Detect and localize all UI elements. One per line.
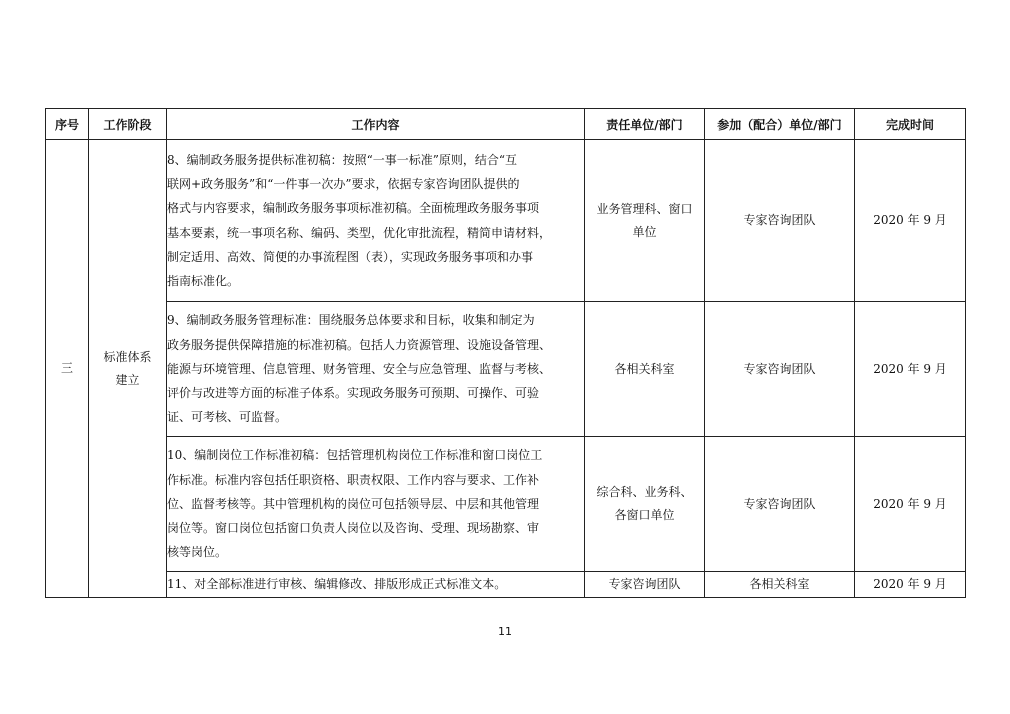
content-cell bbox=[167, 572, 585, 598]
header-stage: 工作阶段 bbox=[89, 109, 167, 140]
content-line: 制定适用、高效、简便的办事流程图（表），实现政务服务事项和办事 bbox=[167, 249, 534, 264]
header-deadline: 完成时间 bbox=[855, 109, 966, 140]
content-line: 岗位等。窗口岗位包括窗口负责人岗位以及咨询、受理、现场勘察、审 bbox=[167, 521, 540, 536]
deadline-cell: 2020 年 9 月 bbox=[855, 572, 966, 598]
content-cell bbox=[167, 437, 585, 572]
page-number: 11 bbox=[498, 625, 512, 638]
content-line: 能源与环境管理、信息管理、财务管理、安全与应急管理、监督与考核、 bbox=[167, 361, 552, 376]
header-row bbox=[46, 109, 966, 140]
content-cell bbox=[167, 140, 585, 302]
table-row bbox=[46, 572, 966, 598]
content-line: 核等岗位。 bbox=[167, 545, 228, 560]
content-line: 评价与改进等方面的标准子体系。实现政务服务可预期、可操作、可验 bbox=[167, 386, 540, 401]
content-cell bbox=[167, 302, 585, 437]
responsible-line: 各相关科室 bbox=[614, 361, 675, 376]
content-line: 基本要素，统一事项名称、编码、类型，优化审批流程，精简申请材料， bbox=[167, 225, 552, 240]
header-seq: 序号 bbox=[46, 109, 89, 140]
deadline-cell: 2020 年 9 月 bbox=[855, 437, 966, 572]
header-content: 工作内容 bbox=[167, 109, 585, 140]
content-line: 政务服务提供保障措施的标准初稿。包括人力资源管理、设施设备管理、 bbox=[167, 337, 552, 352]
content-line: 指南标准化。 bbox=[167, 274, 240, 289]
content-line: 联网+政务服务”和“一件事一次办”要求，依据专家咨询团队提供的 bbox=[167, 176, 520, 191]
stage-line: 标准体系 bbox=[103, 349, 152, 364]
content-line: 9、编制政务服务管理标准：围绕服务总体要求和目标，收集和制定为 bbox=[167, 313, 535, 328]
work-plan-table bbox=[45, 108, 966, 598]
responsible-line: 专家咨询团队 bbox=[608, 577, 681, 591]
content-line: 作标准。标准内容包括任职资格、职责权限、工作内容与要求、工作补 bbox=[167, 472, 540, 487]
cooperating-cell: 专家咨询团队 bbox=[705, 437, 855, 572]
responsible-cell bbox=[585, 437, 705, 572]
seq-cell: 三 bbox=[46, 140, 89, 598]
cooperating-cell: 专家咨询团队 bbox=[705, 140, 855, 302]
content-line: 11、对全部标准进行审核、编辑修改、排版形成正式标准文本。 bbox=[167, 577, 507, 592]
responsible-line: 单位 bbox=[632, 224, 657, 239]
cooperating-cell: 专家咨询团队 bbox=[705, 302, 855, 437]
responsible-cell bbox=[585, 572, 705, 598]
stage-cell bbox=[89, 140, 167, 598]
header-cooperating: 参加（配合）单位/部门 bbox=[705, 109, 855, 140]
responsible-line: 各窗口单位 bbox=[614, 508, 675, 522]
cooperating-cell: 各相关科室 bbox=[705, 572, 855, 598]
responsible-line: 综合科、业务科、 bbox=[596, 485, 693, 499]
responsible-line: 业务管理科、窗口 bbox=[596, 201, 693, 216]
table-row bbox=[46, 437, 966, 572]
content-line: 证、可考核、可监督。 bbox=[167, 410, 288, 425]
stage-line: 建立 bbox=[115, 372, 140, 387]
content-line: 格式与内容要求，编制政务服务事项标准初稿。全面梳理政务服务事项 bbox=[167, 201, 540, 216]
responsible-cell bbox=[585, 302, 705, 437]
content-line: 10、编制岗位工作标准初稿：包括管理机构岗位工作标准和窗口岗位工 bbox=[167, 448, 543, 463]
header-responsible: 责任单位/部门 bbox=[585, 109, 705, 140]
deadline-cell: 2020 年 9 月 bbox=[855, 302, 966, 437]
table-row bbox=[46, 140, 966, 302]
content-line: 8、编制政务服务提供标准初稿：按照“一事一标准”原则，结合“互 bbox=[167, 152, 518, 167]
content-line: 位、监督考核等。其中管理机构的岗位可包括领导层、中层和其他管理 bbox=[167, 496, 540, 511]
responsible-cell bbox=[585, 140, 705, 302]
deadline-cell: 2020 年 9 月 bbox=[855, 140, 966, 302]
table-row bbox=[46, 302, 966, 437]
